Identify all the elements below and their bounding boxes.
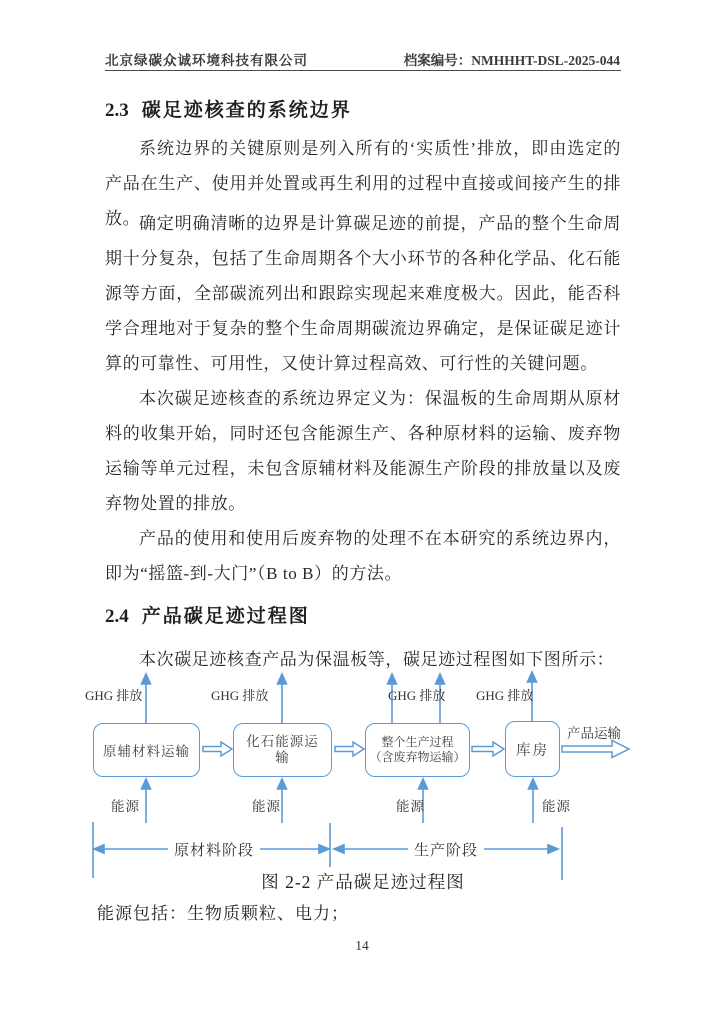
- ghg-emission-label-3: GHG 排放: [388, 688, 446, 703]
- ghg-arrow-2: [278, 674, 287, 723]
- archive-label: 档案编号：: [403, 53, 472, 68]
- section-2-3-heading: [105, 95, 352, 122]
- stage-label-raw-material: 原材料阶段: [168, 839, 260, 860]
- connector-arrow-box2-box3: [335, 742, 364, 756]
- connector-arrow-box3-box4: [472, 742, 504, 756]
- section-number: 2.3: [105, 100, 129, 121]
- process-box-raw-material-transport: [93, 723, 200, 777]
- process-box-fossil-energy-transport: [233, 723, 332, 777]
- box-label: 原辅材料运输: [103, 744, 190, 759]
- header-archive-number: [404, 49, 620, 69]
- archive-value: NMHHHT-DSL-2025-044: [471, 53, 620, 68]
- product-transport-label: 产品运输: [567, 726, 621, 741]
- header-company-name: 北京绿碳众诚环境科技有限公司: [105, 53, 308, 68]
- stage-arrowhead-right-in: [334, 845, 344, 853]
- box-label-line1: 化石能源运: [246, 734, 319, 749]
- energy-label-4: 能源: [542, 799, 571, 814]
- box-label-line1: 整个生产过程: [381, 735, 454, 749]
- paragraph-boundary-definition: 本次碳足迹核查的系统边界定义为：保温板的生命周期从原材料的收集开始，同时还包含能源生产、各种原材料的运输、废弃物运输等单元过程，未包含原辅材料及能源生产阶段的排放量以及废弃物处置的排放。: [105, 389, 621, 513]
- energy-label-3: 能源: [396, 799, 425, 814]
- section-title: 产品碳足迹过程图: [141, 606, 310, 627]
- stage-label-production: 生产阶段: [408, 839, 484, 860]
- box-label-line2: 输: [275, 750, 290, 765]
- paragraph-system-boundary-principle: 系统边界的关键原则是列入所有的‘实质性’排放，即由选定的产品在生产、使用并处置或再生利用的过程中直接或间接产生的排放。: [105, 139, 621, 228]
- ghg-emission-label-2: GHG 排放: [211, 688, 269, 703]
- box-label: 库房: [516, 742, 549, 759]
- stage-arrowhead-left-out: [94, 845, 104, 853]
- ghg-arrow-1: [142, 674, 151, 723]
- energy-arrow-1: [142, 779, 151, 823]
- header-divider: [105, 70, 621, 71]
- stage-arrowhead-right-out: [548, 845, 558, 853]
- box-label-line2: （含废弃物运输）: [369, 750, 466, 764]
- paragraph-b-to-b-method: 产品的使用和使用后废弃物的处理不在本研究的系统边界内，即为“摇篮-到-大门”（B to B）的方法。: [105, 529, 621, 583]
- ghg-emission-label-4: GHG 排放: [476, 688, 534, 703]
- figure-caption: 图 2-2 产品碳足迹过程图: [261, 872, 465, 892]
- connector-arrow-box1-box2: [203, 742, 232, 756]
- page-number: 14: [355, 938, 369, 953]
- stage-arrowhead-left-in: [319, 845, 329, 853]
- product-transport-arrow: [562, 741, 629, 758]
- energy-arrow-4: [529, 779, 538, 823]
- energy-label-1: 能源: [111, 799, 140, 814]
- energy-footnote: 能源包括：生物质颗粒、电力；: [97, 904, 349, 923]
- ghg-emission-label-1: GHG 排放: [85, 688, 143, 703]
- process-box-warehouse: [505, 721, 560, 777]
- paragraph-boundary-complexity: 确定明确清晰的边界是计算碳足迹的前提，产品的整个生命周期十分复杂，包括了生命周期各个大小环节的各种化学品、化石能源等方面，全部碳流列出和跟踪实现起来难度极大。因此，能否科学合理地对于复杂的整个生命周期碳流边界确定，是保证碳足迹计算的可靠性、可用性，又使计算过程高效、可行性的关键问题。: [105, 214, 621, 373]
- section-title: 碳足迹核查的系统边界: [141, 100, 352, 121]
- section-number: 2.4: [105, 606, 129, 627]
- process-box-production-process: [365, 723, 470, 777]
- section-2-4-heading: [105, 601, 310, 628]
- paragraph-process-figure-intro: 本次碳足迹核查产品为保温板等，碳足迹过程图如下图所示：: [139, 650, 615, 669]
- energy-label-2: 能源: [252, 799, 281, 814]
